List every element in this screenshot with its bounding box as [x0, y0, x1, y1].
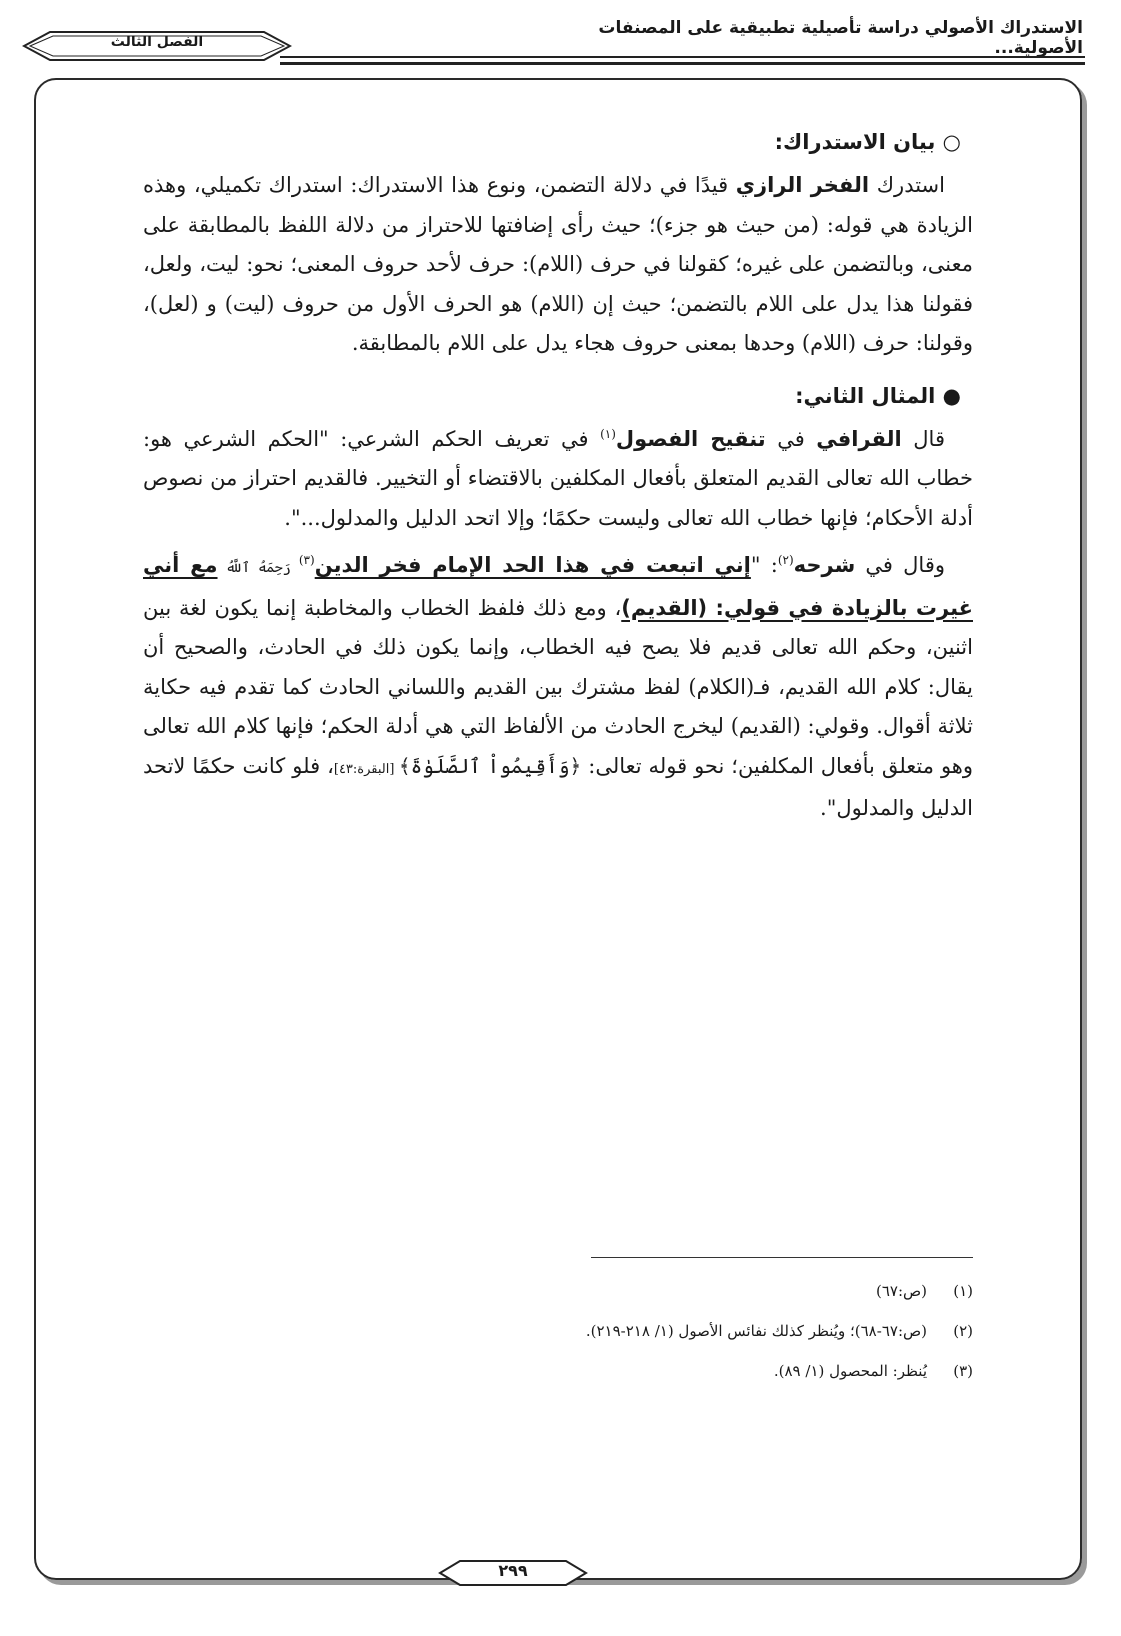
footnote-separator: [591, 1257, 973, 1258]
footnote-number: (٣): [953, 1362, 973, 1380]
main-text: [143, 118, 973, 837]
text-run: استدرك: [869, 173, 945, 197]
footnote-text: (ص:٦٧-٦٨)؛ ويُنظر كذلك نفائس الأصول (١/ ٢١٨-٢١٩).: [585, 1322, 927, 1340]
paragraph-razi: [143, 166, 973, 364]
footnote-ref-3[interactable]: (٣): [298, 553, 315, 567]
footnote-number: (١): [953, 1282, 973, 1300]
footnote-number: (٢): [953, 1322, 973, 1340]
name-razi: الفخر الرازي: [735, 173, 870, 197]
text-run: قال: [901, 426, 945, 451]
footnotes: [143, 1278, 973, 1398]
footnote-3: [143, 1358, 973, 1385]
footnote-2: [143, 1318, 973, 1345]
text-run: في: [765, 426, 817, 451]
underlined-quote-2: مع أني غيرت بالزيادة في قولي: (القديم): [143, 553, 973, 620]
underlined-quote-1: إني اتبعت في هذا الحد الإمام فخر الدين: [314, 553, 751, 577]
honorific-phrase: رَحِمَهُ ٱللَّهُ: [217, 560, 299, 576]
verse-reference: [البقرة:٤٣]: [333, 761, 399, 777]
footnote-text: يُنظر: المحصول (١/ ٨٩).: [773, 1362, 927, 1380]
word-sharh: شرحه: [793, 553, 856, 577]
text-run: قيدًا في دلالة التضمن، ونوع هذا الاستدراك: استدراك تكميلي، وهذه الزيادة هي قوله: (من حيث هو جزء)؛ حيث رأى إضافتها للاحتراز من دلالة اللفظ بالمطابقة على معنى، وبالتضمن على غيره؛ كقولنا في حرف (اللام): حرف لأحد حروف المعنى؛ نحو: ليت، ولعل، فقولنا هذا يدل على اللام بالتضمن؛ حيث إن (اللام) هو الحرف الأول من حروف (ليت) و (لعل)، وقولنا: حرف (اللام) وحدها بمعنى حروف هجاء يدل على اللام بالمطابقة.: [143, 173, 973, 355]
text-run: ، ومع ذلك فلفظ الخطاب والمخاطبة إنما يكون لغة بين اثنين، وحكم الله تعالى قديم فلا يصح فيه الخطاب، وإنما يكون ذلك في الحادث، والصحيح أن يقال: كلام الله القديم، فـ(الكلام) لفظ مشترك بين القديم واللساني الحادث كما تقدم فيه حكاية ثلاثة أقوال. وقولي: (القديم) ليخرج الحادث من الألفاظ التي هي أدلة الحكم؛ فإنها كلام الله تعالى وهو متعلق بأفعال المكلفين؛ نحو قوله تعالى:: [143, 595, 974, 778]
footnote-ref-2[interactable]: (٢): [777, 553, 794, 567]
text-run: : ": [750, 553, 778, 577]
text-run: وقال في: [855, 553, 946, 577]
section-heading-clarification: ○ بيان الاستدراك:: [774, 130, 961, 154]
footnote-text: (ص:٦٧): [875, 1282, 927, 1300]
header-rule-thin: [280, 56, 1085, 58]
footnote-ref-1[interactable]: (١): [600, 426, 616, 441]
text-run: ، فلو كانت حكمًا لاتحد الدليل والمدلول".: [143, 753, 973, 820]
quran-verse: ﴿وَأَقِيمُواْ ٱلصَّلَوٰةَ﴾: [398, 753, 582, 778]
paragraph-sharh: [143, 546, 973, 829]
header-rule-thick: [280, 62, 1085, 65]
paragraph-qarafi: [143, 420, 973, 539]
page-number-tab: [438, 1558, 588, 1588]
page-number: ٢٩٩: [498, 1561, 528, 1580]
name-qarafi: القرافي: [816, 426, 902, 451]
footnote-1: [143, 1278, 973, 1305]
running-title: الاستدراك الأصولي دراسة تأصيلية تطبيقية على المصنفات الأصولية...: [598, 18, 1083, 58]
text-run: في تعريف الحكم الشرعي: "الحكم الشرعي هو: خطاب الله تعالى القديم المتعلق بأفعال المكلفين بالاقتضاء أو التخيير. فالقديم احتراز من نصوص أدلة الأحكام؛ فإنها خطاب الله تعالى وليست حكمًا؛ وإلا اتحد الدليل والمدلول...".: [143, 426, 973, 530]
book-title: تنقيح الفصول: [615, 426, 766, 451]
chapter-tab: [22, 26, 292, 66]
section-heading-second-example: ● المثال الثاني:: [795, 383, 961, 408]
chapter-label: الفصل الثالث: [110, 34, 204, 50]
